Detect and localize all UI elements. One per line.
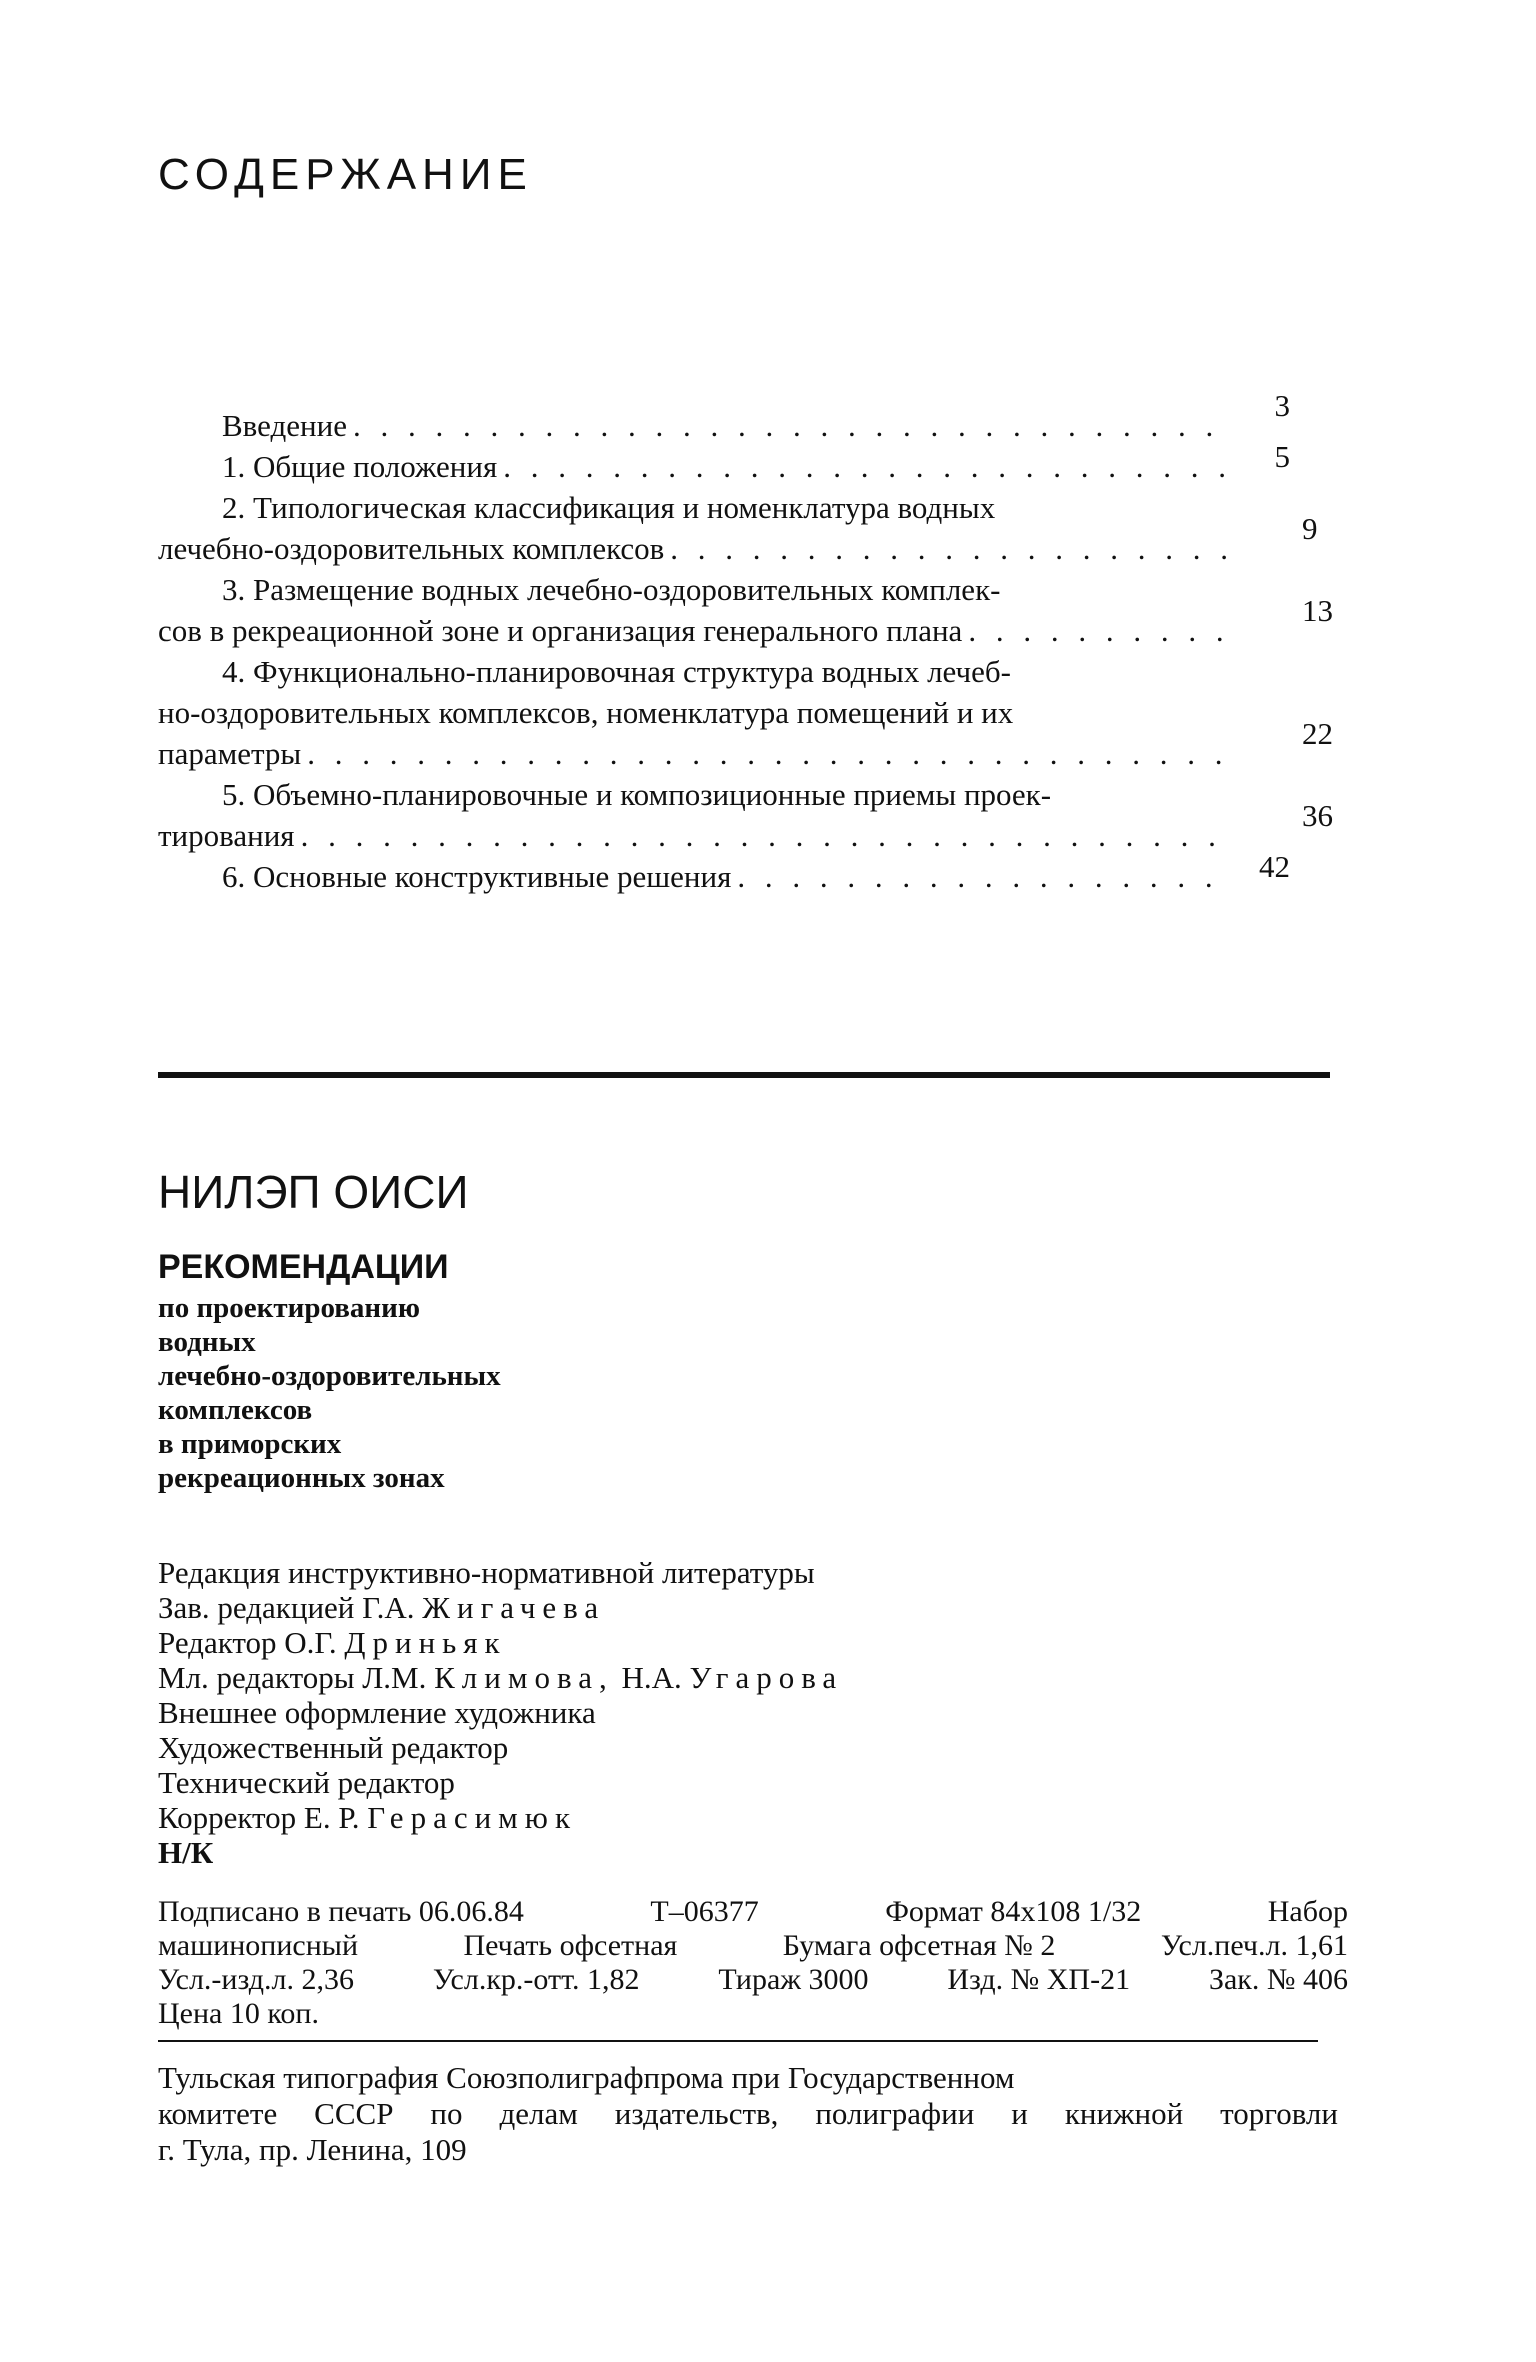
leader-dots — [670, 528, 1232, 569]
book-subtitle-line: в приморских — [158, 1428, 342, 1460]
toc-entry-line: сов в рекреационной зоне и организация генерального плана — [158, 613, 963, 648]
toc-entry-line: 5. Объемно-планировочные и композиционные приемы проек- — [222, 777, 1052, 812]
toc-entry-6[interactable] — [158, 849, 1290, 897]
leader-dots — [968, 610, 1232, 651]
toc-entry-text: Введение — [222, 408, 347, 443]
cover-design: Внешнее оформление художника — [158, 1695, 596, 1730]
imprint-line: Усл.-изд.л. 2,36 Усл.кр.-отт. 1,82 Тираж 3000 Изд. № ХП-21 Зак. № 406 — [158, 1963, 1348, 1996]
toc-page-number: 9 — [1302, 511, 1318, 546]
toc-page-number: 36 — [1302, 798, 1333, 833]
toc-entry-line: но-оздоровительных комплексов, номенклатура помещений и их — [158, 695, 1014, 730]
junior-editors: Мл. редакторы Л.М. Климова, Н.А. Угарова — [158, 1660, 844, 1695]
leader-dots — [353, 405, 1232, 446]
table-of-contents — [158, 388, 1333, 897]
leader-dots — [307, 733, 1232, 774]
toc-entry-introduction[interactable] — [158, 388, 1290, 446]
head-of-editorial: Зав. редакцией Г.А. Жигачева — [158, 1590, 606, 1625]
art-editor: Художественный редактор — [158, 1730, 509, 1765]
toc-entry-5[interactable] — [158, 774, 1333, 856]
toc-entry-line: 4. Функционально-планировочная структура водных лечеб- — [222, 654, 1011, 689]
book-title-block — [158, 1248, 501, 1495]
printer-line: Тульская типография Союзполиграфпрома при Государственном — [158, 2060, 1015, 2095]
editor: Редактор О.Г. Дриньяк — [158, 1625, 507, 1660]
printing-house — [158, 2060, 1338, 2168]
editorial-department: Редакция инструктивно-нормативной литературы — [158, 1555, 815, 1590]
printer-line: г. Тула, пр. Ленина, 109 — [158, 2132, 467, 2167]
toc-page-number: 13 — [1302, 593, 1333, 628]
leader-dots — [503, 446, 1232, 487]
editorial-credits — [158, 1555, 843, 1870]
toc-entry-line: 2. Типологическая классификация и номенклатура водных — [222, 490, 996, 525]
leader-dots — [301, 815, 1232, 856]
book-subtitle-line: лечебно-оздоровительных — [158, 1360, 501, 1392]
book-subtitle-line: по проектированию — [158, 1292, 420, 1324]
imprint-details — [158, 1895, 1348, 2031]
toc-entry-text: 1. Общие положения — [222, 449, 498, 484]
toc-entry-line: лечебно-оздоровительных комплексов — [158, 531, 665, 566]
toc-page-number: 5 — [1274, 439, 1290, 474]
imprint-line: машинописный Печать офсетная Бумага офсетная № 2 Усл.печ.л. 1,61 — [158, 1929, 1348, 1962]
imprint-line: Подписано в печать 06.06.84 Т–06377 Формат 84х108 1/32 Набор — [158, 1895, 1348, 1928]
toc-entry-line: тирования — [158, 818, 295, 853]
book-subtitle-line: водных — [158, 1326, 256, 1358]
nk-label: Н/К — [158, 1835, 214, 1870]
printer-line: комитете СССР по делам издательств, полиграфии и книжной торговли — [158, 2096, 1338, 2131]
leader-dots — [737, 856, 1232, 897]
section-divider — [158, 1072, 1330, 1078]
technical-editor: Технический редактор — [158, 1765, 455, 1800]
toc-entry-4[interactable] — [158, 651, 1333, 774]
corrector: Корректор Е. Р. Герасимюк — [158, 1800, 578, 1835]
book-subtitle-line: комплексов — [158, 1394, 313, 1426]
book-subtitle-line: рекреационных зонах — [158, 1462, 445, 1494]
contents-title: СОДЕРЖАНИЕ — [158, 150, 533, 199]
imprint-divider — [158, 2040, 1318, 2042]
book-title: РЕКОМЕНДАЦИИ — [158, 1248, 449, 1286]
price: Цена 10 коп. — [158, 1997, 319, 2030]
toc-entry-line: параметры — [158, 736, 302, 771]
toc-entry-text: 6. Основные конструктивные решения — [222, 859, 732, 894]
toc-page-number: 22 — [1302, 716, 1333, 751]
toc-entry-line: 3. Размещение водных лечебно-оздоровительных комплек- — [222, 572, 1001, 607]
toc-entry-3[interactable] — [158, 569, 1333, 651]
toc-entry-1[interactable] — [158, 439, 1290, 487]
publisher-name: НИЛЭП ОИСИ — [158, 1166, 469, 1218]
toc-page-number: 42 — [1259, 849, 1290, 884]
toc-entry-2[interactable] — [158, 487, 1318, 569]
toc-page-number: 3 — [1274, 388, 1290, 423]
